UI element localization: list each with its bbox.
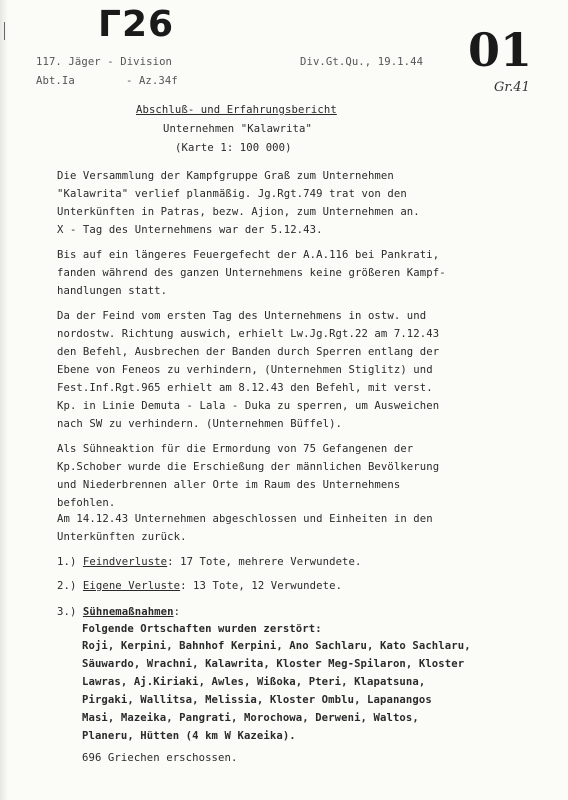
list-line: Roji, Kerpini, Bahnhof Kerpini, Ano Sachlaru, Kato Sachlaru,: [82, 640, 471, 652]
list-line: Planeru, Hütten (4 km W Kazeika).: [82, 730, 296, 742]
item-own-losses: [57, 580, 342, 593]
item-number: 2.): [57, 580, 77, 592]
body-line: Unterkünften zurück.: [57, 531, 187, 543]
sheet-mark: Gr.41: [494, 80, 530, 95]
binder-mark-icon: [4, 22, 15, 40]
list-line: Lawras, Aj.Kiriaki, Awles, Wißoka, Pteri, Klapatsuna,: [82, 676, 426, 688]
body-line: den Befehl, Ausbrechen der Banden durch Sperren entlang der: [57, 346, 440, 358]
archive-stamp-code: Г26: [98, 4, 175, 45]
header-department: Abt.Ia: [36, 75, 75, 87]
body-line: Fest.Inf.Rgt.965 erhielt am 8.12.43 den Befehl, mit verst.: [57, 382, 433, 394]
body-line: "Kalawrita" verlief planmäßig. Jg.Rgt.749 trat von den: [57, 188, 407, 200]
report-title: Abschluß- und Erfahrungsbericht: [136, 104, 337, 116]
body-line: nordostw. Richtung auswich, erhielt Lw.Jg.Rgt.22 am 7.12.43: [57, 328, 440, 340]
body-line: nach SW zu verhindern. (Unternehmen Büffel).: [57, 418, 343, 430]
body-line: Am 14.12.43 Unternehmen abgeschlossen und Einheiten in den: [57, 513, 433, 525]
item-label: Sühnemaßnahmen: [82, 606, 174, 618]
body-line: Kp.Schober wurde die Erschießung der männlichen Bevölkerung: [57, 461, 440, 473]
body-line: Als Sühneaktion für die Ermordung von 75 Gefangenen der: [57, 443, 414, 455]
body-line: Da der Feind vom ersten Tag des Unternehmens in ostw. und: [57, 310, 427, 322]
list-line: Säuwardo, Wrachni, Kalawrita, Kloster Meg-Spilaron, Kloster: [82, 658, 465, 670]
body-line: Bis auf ein längeres Feuergefecht der A.A.116 bei Pankrati,: [57, 249, 440, 261]
scan-edge: [0, 0, 8, 800]
item-number: 3.): [57, 606, 77, 618]
item-value: :: [173, 606, 181, 618]
item-label: Eigene Verluste: [82, 580, 181, 592]
item-number: 1.): [57, 556, 77, 568]
body-line: und Niederbrennen aller Orte im Raum des Unternehmens: [57, 479, 401, 491]
item-enemy-losses: [57, 556, 361, 569]
body-line: Unterkünften in Patras, bezw. Ajion, zum Unternehmen an.: [57, 206, 420, 218]
body-line: befohlen.: [57, 497, 116, 509]
body-line: Ebene von Feneos zu verhindern, (Unternehmen Stiglitz) und: [57, 364, 433, 376]
header-location-date: Div.Gt.Qu., 19.1.44: [300, 56, 424, 68]
item-value: : 17 Tote, mehrere Verwundete.: [167, 556, 362, 568]
header-reference: - Az.34f: [126, 75, 178, 87]
list-line: 696 Griechen erschossen.: [82, 752, 238, 764]
list-line: Folgende Ortschaften wurden zerstört:: [82, 623, 322, 635]
item-label: Feindverluste: [82, 556, 168, 568]
header-division: 117. Jäger - Division: [36, 56, 173, 68]
item-value: : 13 Tote, 12 Verwundete.: [180, 580, 343, 592]
body-line: Die Versammlung der Kampfgruppe Graß zum Unternehmen: [57, 170, 394, 182]
list-line: Masi, Mazeika, Pangrati, Morochowa, Derweni, Waltos,: [82, 712, 419, 724]
operation-name: Unternehmen "Kalawrita": [163, 123, 312, 135]
item-reprisals: [57, 606, 180, 619]
body-line: fanden während des ganzen Unternehmens keine größeren Kampf-: [57, 267, 446, 279]
body-line: X - Tag des Unternehmens war der 5.12.43.: [57, 224, 323, 236]
page-number: 01: [468, 23, 533, 77]
map-reference: (Karte 1: 100 000): [175, 142, 292, 154]
body-line: Kp. in Linie Demuta - Lala - Duka zu sperren, um Ausweichen: [57, 400, 440, 412]
list-line: Pirgaki, Wallitsa, Melissia, Kloster Omblu, Lapanangos: [82, 694, 432, 706]
body-line: handlungen statt.: [57, 285, 168, 297]
